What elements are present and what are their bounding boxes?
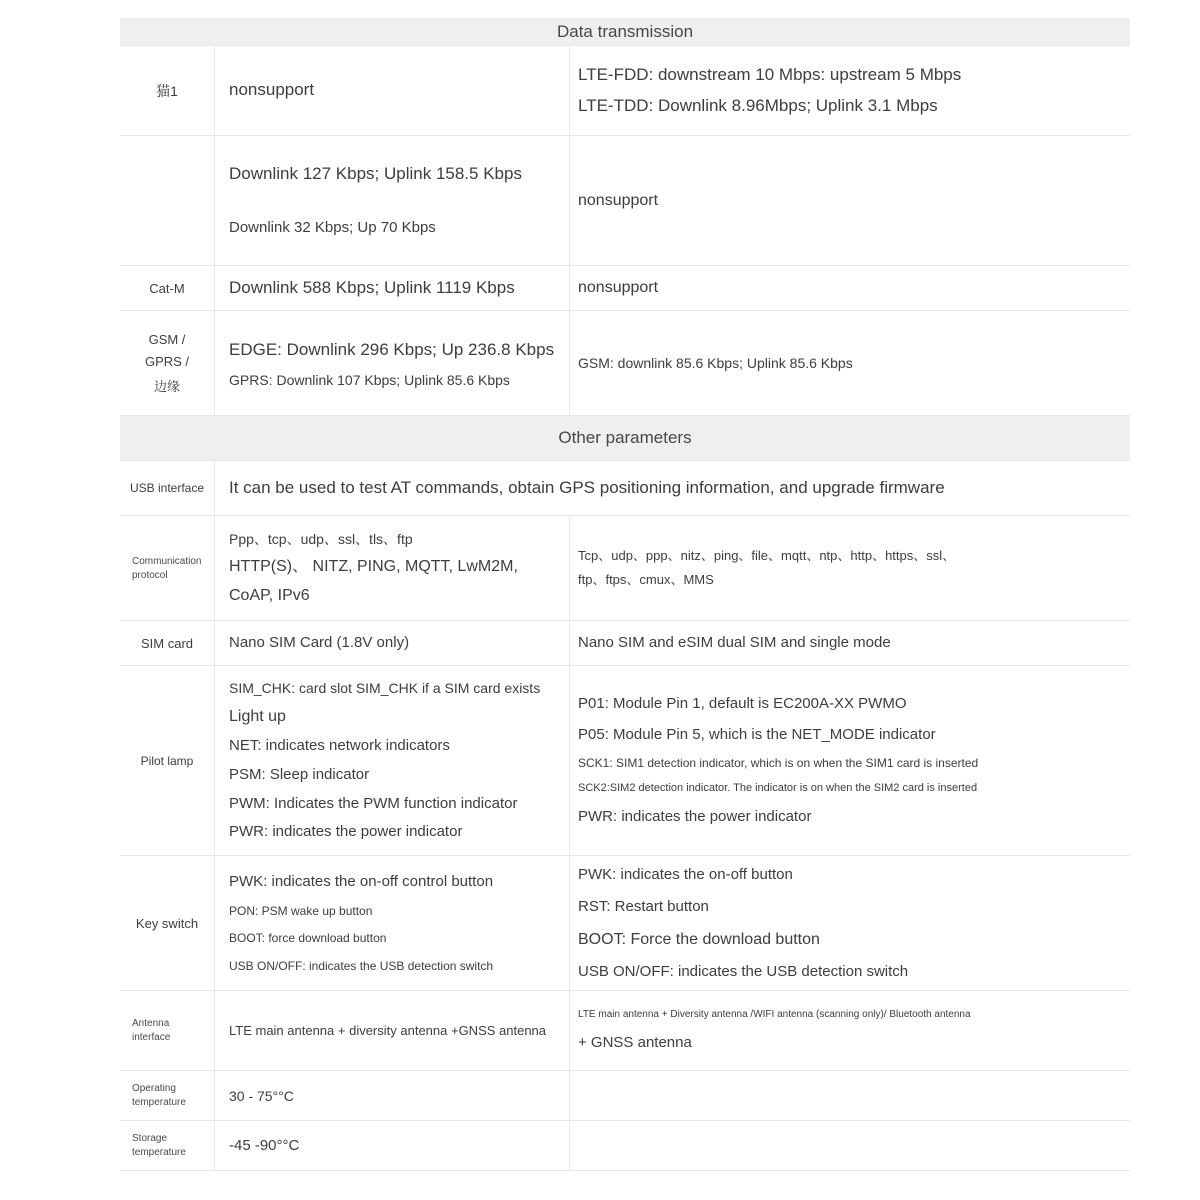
row-label-gsm (120, 311, 215, 415)
gsm-a-line1: EDGE: Downlink 296 Kbps; Up 236.8 Kbps (229, 339, 555, 359)
row-communication-protocol (120, 516, 1130, 621)
antenna-b-line1: LTE main antenna + Diversity antenna /WIFI antenna (scanning only)/ Bluetooth antenna (578, 1008, 971, 1020)
sim-col-b (570, 621, 1130, 665)
section-title-other-parameters: Other parameters (558, 428, 692, 447)
gsm-col-b (570, 311, 1130, 415)
op-temp-label-line2: temperature (132, 1097, 186, 1109)
key-a-line1: PWK: indicates the on-off control button (229, 873, 494, 891)
key-a-line2: PON: PSM wake up button (229, 904, 373, 918)
row-label-catm (120, 266, 215, 310)
protocol-label-line2: protocol (132, 569, 168, 581)
pilot-a-line1: SIM_CHK: card slot SIM_CHK if a SIM card exists (229, 679, 541, 696)
op-temp-col-a (215, 1071, 570, 1120)
antenna-b-line2: + GNSS antenna (578, 1034, 692, 1052)
row-label-storage-temp (120, 1121, 215, 1170)
key-label-text: Key switch (135, 915, 199, 931)
antenna-label-line2: interface (132, 1032, 171, 1044)
st-temp-col-b (570, 1121, 1130, 1170)
pilot-b-line3: SCK1: SIM1 detection indicator, which is on when the SIM1 card is inserted (578, 755, 979, 770)
row-label-key (120, 856, 215, 990)
row-label-operating-temp (120, 1071, 215, 1120)
row-catm (120, 266, 1130, 311)
pilot-b-line5: PWR: indicates the power indicator (578, 808, 812, 826)
st-temp-value: -45 -90°°C (229, 1137, 300, 1155)
antenna-col-a (215, 991, 570, 1070)
catm-col-b (570, 266, 1130, 310)
op-temp-label-line1: Operating (132, 1083, 176, 1095)
pilot-b-line4: SCK2:SIM2 detection indicator. The indicator is on when the SIM2 card is inserted (578, 782, 978, 795)
row-key-switch (120, 856, 1130, 991)
gsm-b-value: GSM: downlink 85.6 Kbps; Uplink 85.6 Kbps (578, 354, 853, 371)
protocol-a-line3: CoAP, IPv6 (229, 587, 310, 605)
row-label-pilot (120, 666, 215, 855)
section-title-data-transmission: Data transmission (556, 21, 694, 41)
pilot-a-line5: PWM: Indicates the PWM function indicator (229, 794, 518, 812)
section-header-data-transmission (120, 18, 1130, 46)
op-temp-value: 30 - 75°°C (229, 1087, 294, 1104)
pilot-label-text: Pilot lamp (140, 753, 194, 768)
st-temp-label-line1: Storage (132, 1133, 168, 1145)
protocol-col-b (570, 516, 1130, 620)
protocol-b-line2: ftp、ftps、cmux、MMS (578, 571, 714, 587)
sim-a-value: Nano SIM Card (1.8V only) (229, 634, 410, 652)
usb-value-cell (215, 461, 1130, 515)
protocol-a-line1: Ppp、tcp、udp、ssl、tls、ftp (229, 530, 413, 547)
st-temp-col-a (215, 1121, 570, 1170)
key-b-line3: BOOT: Force the download button (578, 930, 820, 948)
row-label-nbiot-empty (120, 136, 215, 265)
key-col-b (570, 856, 1130, 990)
cat1-label-text: 猫1 (156, 82, 178, 99)
key-b-line2: RST: Restart button (578, 897, 709, 915)
gsm-label-line2: GPRS / (144, 353, 190, 369)
protocol-col-a (215, 516, 570, 620)
row-label-cat1 (120, 46, 215, 135)
pilot-col-a (215, 666, 570, 855)
pilot-b-line1: P01: Module Pin 1, default is EC200A-XX PWMO (578, 695, 907, 713)
sim-label-text: SIM card (140, 635, 193, 651)
protocol-b-line1: Tcp、udp、ppp、nitz、ping、file、mqtt、ntp、http、https、ssl、 (578, 547, 956, 563)
pilot-a-line3: NET: indicates network indicators (229, 737, 450, 755)
row-usb-interface (120, 461, 1130, 516)
key-b-line4: USB ON/OFF: indicates the USB detection switch (578, 962, 909, 980)
key-a-line3: BOOT: force download button (229, 931, 387, 946)
row-nbiot (120, 136, 1130, 266)
section-header-other-parameters (120, 416, 1130, 461)
key-col-a (215, 856, 570, 990)
row-label-protocol (120, 516, 215, 620)
protocol-a-line2: HTTP(S)、 NITZ, PING, MQTT, LwM2M, (229, 557, 518, 575)
gsm-a-line2: GPRS: Downlink 107 Kbps; Uplink 85.6 Kbps (229, 371, 510, 388)
row-label-antenna (120, 991, 215, 1070)
cat1-a-value: nonsupport (229, 80, 315, 100)
sim-col-a (215, 621, 570, 665)
pilot-a-line4: PSM: Sleep indicator (229, 765, 370, 783)
gsm-label-line1: GSM / (148, 331, 186, 347)
nbiot-col-b (570, 136, 1130, 265)
protocol-label-line1: Communication (132, 555, 202, 567)
st-temp-label-line2: temperature (132, 1147, 186, 1159)
nbiot-a-line1: Downlink 127 Kbps; Uplink 158.5 Kbps (229, 164, 522, 184)
key-a-line4: USB ON/OFF: indicates the USB detection switch (229, 958, 494, 973)
gsm-col-a (215, 311, 570, 415)
antenna-col-b (570, 991, 1130, 1070)
row-antenna-interface (120, 991, 1130, 1071)
nbiot-a-line2: Downlink 32 Kbps; Up 70 Kbps (229, 218, 436, 236)
row-pilot-lamp (120, 666, 1130, 856)
op-temp-col-b (570, 1071, 1130, 1120)
catm-b-value: nonsupport (578, 279, 659, 297)
pilot-col-b (570, 666, 1130, 855)
nbiot-col-a (215, 136, 570, 265)
row-sim-card (120, 621, 1130, 666)
usb-value: It can be used to test AT commands, obtain GPS positioning information, and upgrade firmware (229, 478, 945, 497)
row-storage-temperature (120, 1121, 1130, 1171)
cat1-b-line1: LTE-FDD: downstream 10 Mbps: upstream 5 Mbps (578, 64, 962, 84)
gsm-label-line3: 边缘 (153, 378, 180, 394)
row-cat1 (120, 46, 1130, 136)
cat1-col-a (215, 46, 570, 135)
catm-label-text: Cat-M (149, 280, 185, 296)
pilot-a-line6: PWR: indicates the power indicator (229, 823, 463, 841)
catm-a-value: Downlink 588 Kbps; Uplink 1119 Kbps (229, 277, 515, 297)
nbiot-b-value: nonsupport (578, 191, 659, 209)
pilot-b-line2: P05: Module Pin 5, which is the NET_MODE indicator (578, 725, 936, 743)
antenna-label-line1: Antenna (132, 1018, 170, 1030)
row-gsm (120, 311, 1130, 416)
pilot-a-line2: Light up (229, 708, 286, 726)
usb-label-text: USB interface (129, 481, 205, 495)
sim-b-value: Nano SIM and eSIM dual SIM and single mode (578, 634, 891, 652)
catm-col-a (215, 266, 570, 310)
antenna-a-value: LTE main antenna + diversity antenna +GNSS antenna (229, 1022, 547, 1038)
key-b-line1: PWK: indicates the on-off button (578, 866, 793, 883)
cat1-col-b (570, 46, 1130, 135)
row-label-sim (120, 621, 215, 665)
spec-table (120, 18, 1130, 1171)
cat1-b-line2: LTE-TDD: Downlink 8.96Mbps; Uplink 3.1 Mbps (578, 95, 938, 115)
row-label-usb (120, 461, 215, 515)
row-operating-temperature (120, 1071, 1130, 1121)
